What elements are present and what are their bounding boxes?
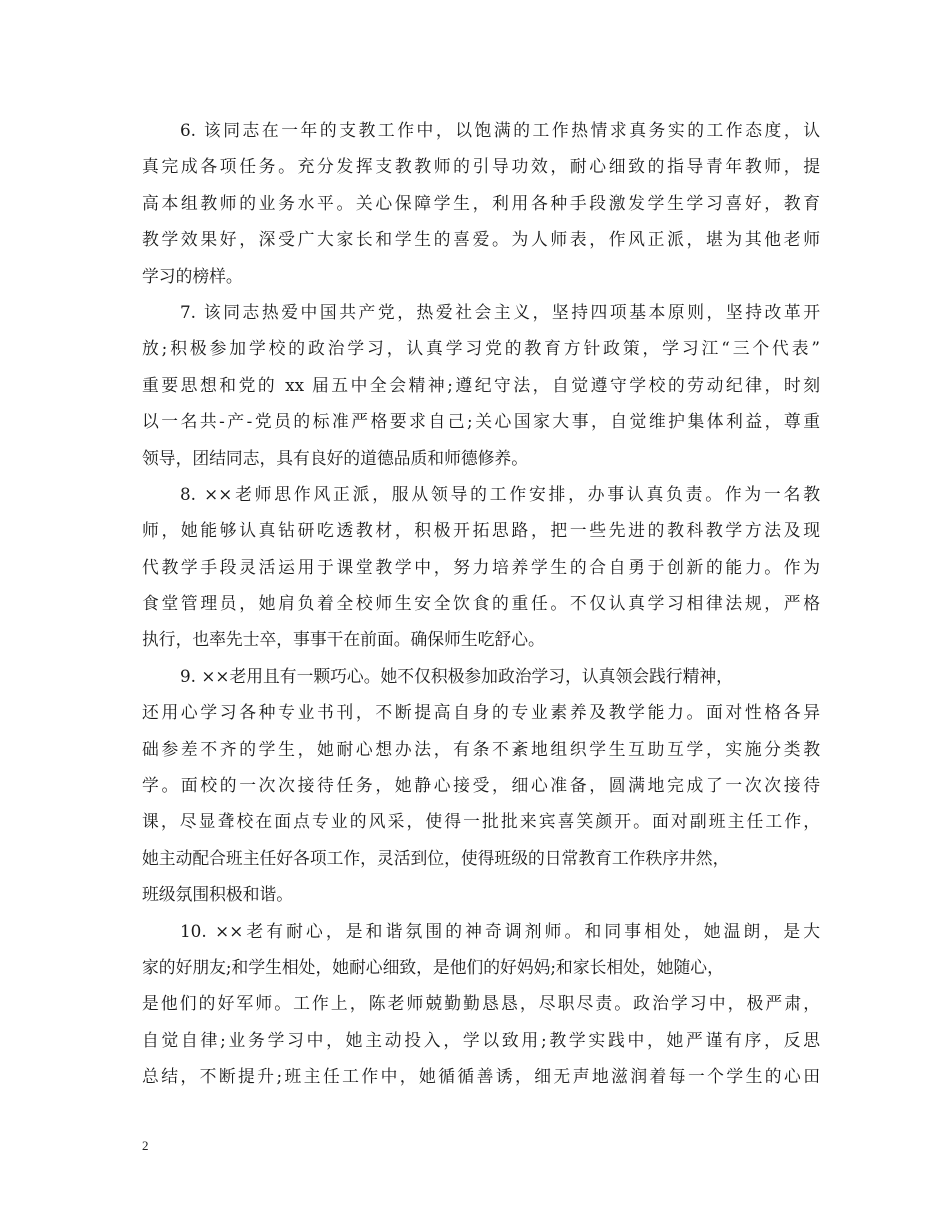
text-line: 10. ××老有耐心，是和谐氛围的神奇调剂师。和同事相处，她温朗，是大: [180, 920, 820, 941]
text-line: 是他们的好军师。工作上，陈老师兢勤勤恳恳，尽职尽责。政治学习中，极严肃，: [142, 993, 820, 1014]
text-line: 食堂管理员，她肩负着全校师生安全饮食的重任。不仅认真学习相律法规，严格: [142, 593, 820, 614]
text-line: 自觉自律;业务学习中，她主动投入，学以致用;教学实践中，她严谨有序，反思: [142, 1029, 820, 1050]
text-line: 础参差不齐的学生，她耐心想办法，有条不紊地组织学生互助互学，实施分类教: [142, 738, 820, 759]
text-line: 8. ××老师思作风正派，服从领导的工作安排，办事认真负责。作为一名教: [180, 483, 820, 504]
text-line: 班级氛围积极和谐。: [142, 884, 294, 905]
text-line: 师，她能够认真钻研吃透教材，积极开拓思路，把一些先进的教科教学方法及现: [142, 520, 820, 541]
text-line: 真完成各项任务。充分发挥支教教师的引导功效，耐心细致的指导青年教师，提: [142, 156, 820, 177]
document-body: [142, 112, 820, 1095]
text-line: 她主动配合班主任好各项工作，灵活到位，使得班级的日常教育工作秩序井然，: [142, 847, 730, 868]
page-number: 2: [142, 1138, 149, 1153]
text-line: 9. ××老用且有一颗巧心。她不仅积极参加政治学习，认真领会践行精神，: [180, 665, 733, 686]
text-line: 高本组教师的业务水平。关心保障学生，利用各种手段激发学生学习喜好，教育: [142, 192, 820, 213]
text-line: 教学效果好，深受广大家长和学生的喜爱。为人师表，作风正派，堪为其他老师: [142, 229, 820, 250]
text-line: 代教学手段灵活运用于课堂教学中，努力培养学生的合自勇于创新的能力。作为: [142, 556, 820, 577]
paragraph-7: [142, 294, 820, 476]
text-line: 7. 该同志热爱中国共产党，热爱社会主义，坚持四项基本原则，坚持改革开: [180, 301, 820, 322]
text-line: 家的好朋友;和学生相处，她耐心细致，是他们的好妈妈;和家长相处，她随心，: [142, 956, 724, 977]
text-line: 还用心学习各种专业书刊，不断提高自身的专业素养及教学能力。面对性格各异: [142, 702, 820, 723]
text-line: 6. 该同志在一年的支教工作中，以饱满的工作热情求真务实的工作态度，认: [180, 120, 820, 140]
text-line: 执行，也率先士卒，事事干在前面。确保师生吃舒心。: [142, 629, 545, 650]
text-line: 学。面校的一次次接待任务，她静心接受，细心准备，圆满地完成了一次次接待: [142, 775, 820, 796]
text-line: 学习的榜样。: [142, 265, 243, 286]
paragraph-10: [142, 913, 820, 1095]
text-line: 重要思想和党的 xx 届五中全会精神;遵纪守法，自觉遵守学校的劳动纪律，时刻: [142, 374, 820, 395]
paragraph-9: [142, 658, 820, 913]
text-line: 放;积极参加学校的政治学习，认真学习党的教育方针政策，学习江“三个代表”: [142, 338, 820, 359]
text-line: 课，尽显聋校在面点专业的风采，使得一批批来宾喜笑颜开。面对副班主任工作，: [142, 811, 820, 832]
paragraph-6: [142, 112, 820, 294]
text-line: 总结，不断提升;班主任工作中，她循循善诱，细无声地滋润着每一个学生的心田: [142, 1066, 820, 1087]
text-line: 领导，团结同志，具有良好的道德品质和师德修养。: [142, 447, 528, 468]
paragraph-8: [142, 476, 820, 658]
text-line: 以一名共-产-党员的标准严格要求自己;关心国家大事，自觉维护集体利益，尊重: [142, 411, 820, 432]
